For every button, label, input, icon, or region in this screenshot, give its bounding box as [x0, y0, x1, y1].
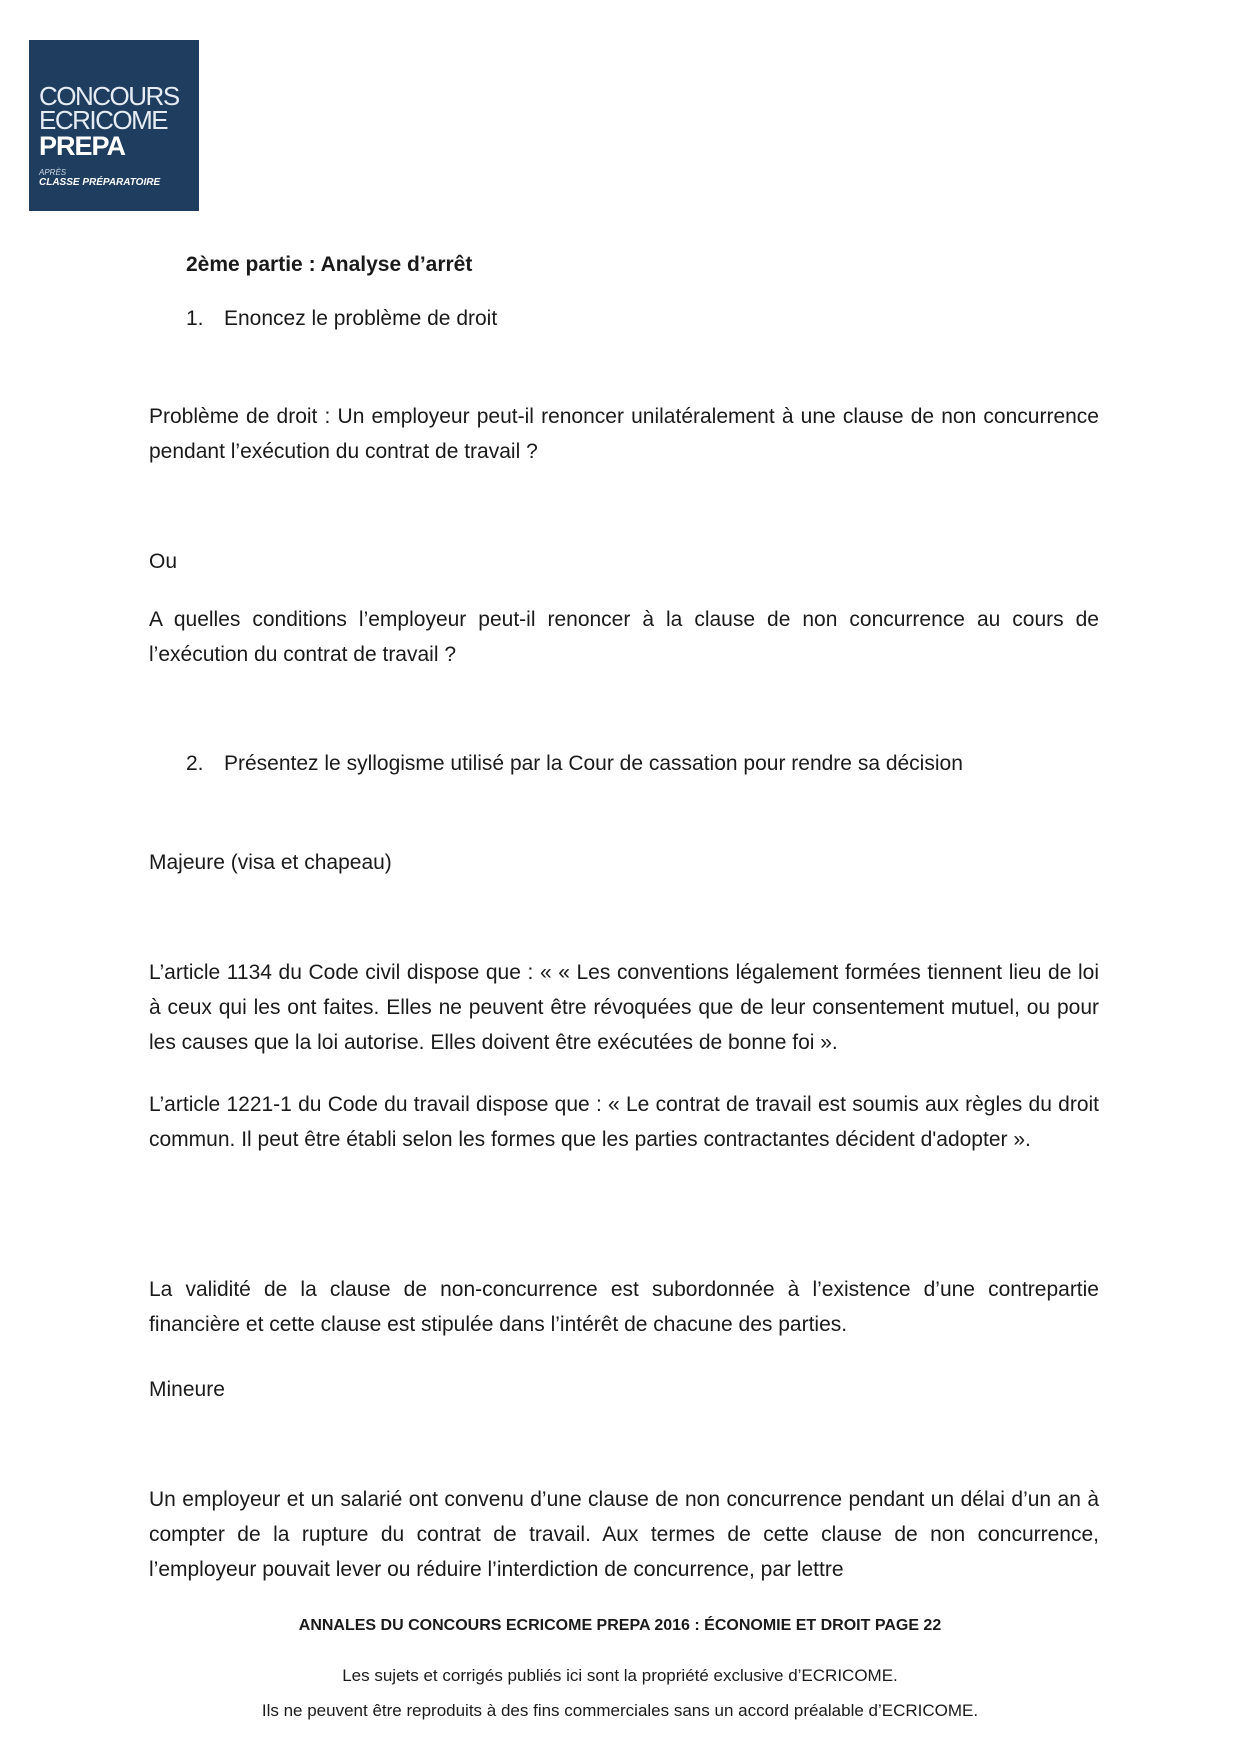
probleme-de-droit: Problème de droit : Un employeur peut-il renoncer unilatéralement à une clause de non concurrence pendant l’exécution du contrat de travail ?: [149, 405, 1099, 463]
ou-label: Ou: [149, 550, 178, 573]
article-1134-paragraph: L’article 1134 du Code civil dispose que : « « Les conventions légalement formées tiennent lieu de loi à ceux qui les ont faites. Elles ne peuvent être révoquées que de leur consentement mutuel, ou pour les causes que la loi autorise. Elles doivent être exécutées de bonne foi ».: [149, 961, 1099, 1054]
majeure-label: Majeure (visa et chapeau): [149, 851, 392, 874]
question-1-number: 1.: [186, 307, 204, 330]
question-1-text: Enoncez le problème de droit: [224, 307, 498, 330]
question-2-text: Présentez le syllogisme utilisé par la Cour de cassation pour rendre sa décision: [224, 752, 963, 775]
footer-reproduction-line: Ils ne peuvent être reproduits à des fins commerciales sans un accord préalable d’ECRICOME.: [261, 1701, 979, 1720]
footer-title: ANNALES DU CONCOURS ECRICOME PREPA 2016 : ÉCONOMIE ET DROIT PAGE 22: [298, 1617, 942, 1634]
question-2-number: 2.: [186, 752, 204, 775]
logo-line-classe: CLASSE PRÉPARATOIRE: [39, 177, 161, 188]
question-1: [186, 301, 1086, 336]
logo-line-prepa: PREPA: [39, 131, 126, 161]
validite-paragraph: La validité de la clause de non-concurrence est subordonnée à l’existence d’une contrepartie financière et cette clause est stipulée dans l’intérêt de chacune des parties.: [149, 1278, 1099, 1336]
conditions-question: A quelles conditions l’employeur peut-il renoncer à la clause de non concurrence au cours de l’exécution du contrat de travail ?: [149, 608, 1099, 666]
faits-paragraph: Un employeur et un salarié ont convenu d’une clause de non concurrence pendant un délai d’un an à compter de la rupture du contrat de travail. Aux termes de cette clause de non concurrence, l’employeur pouvait lever ou réduire l’interdiction de concurrence, par lettre: [149, 1488, 1099, 1581]
question-2: [186, 746, 1086, 781]
article-1221-paragraph: L’article 1221-1 du Code du travail dispose que : « Le contrat de travail est soumis aux règles du droit commun. Il peut être établi selon les formes que les parties contractantes décident d'adopter ».: [149, 1093, 1099, 1151]
logo-line-ecricome: ECRICOME: [39, 105, 168, 135]
ecricome-logo: [29, 40, 199, 211]
logo-line-apres: APRÈS: [39, 168, 67, 177]
logo-line-concours: CONCOURS: [39, 81, 179, 111]
section-heading: 2ème partie : Analyse d’arrêt: [186, 253, 473, 276]
footer-copyright-line: Les sujets et corrigés publiés ici sont la propriété exclusive d’ECRICOME.: [342, 1666, 898, 1685]
mineure-label: Mineure: [149, 1378, 225, 1401]
